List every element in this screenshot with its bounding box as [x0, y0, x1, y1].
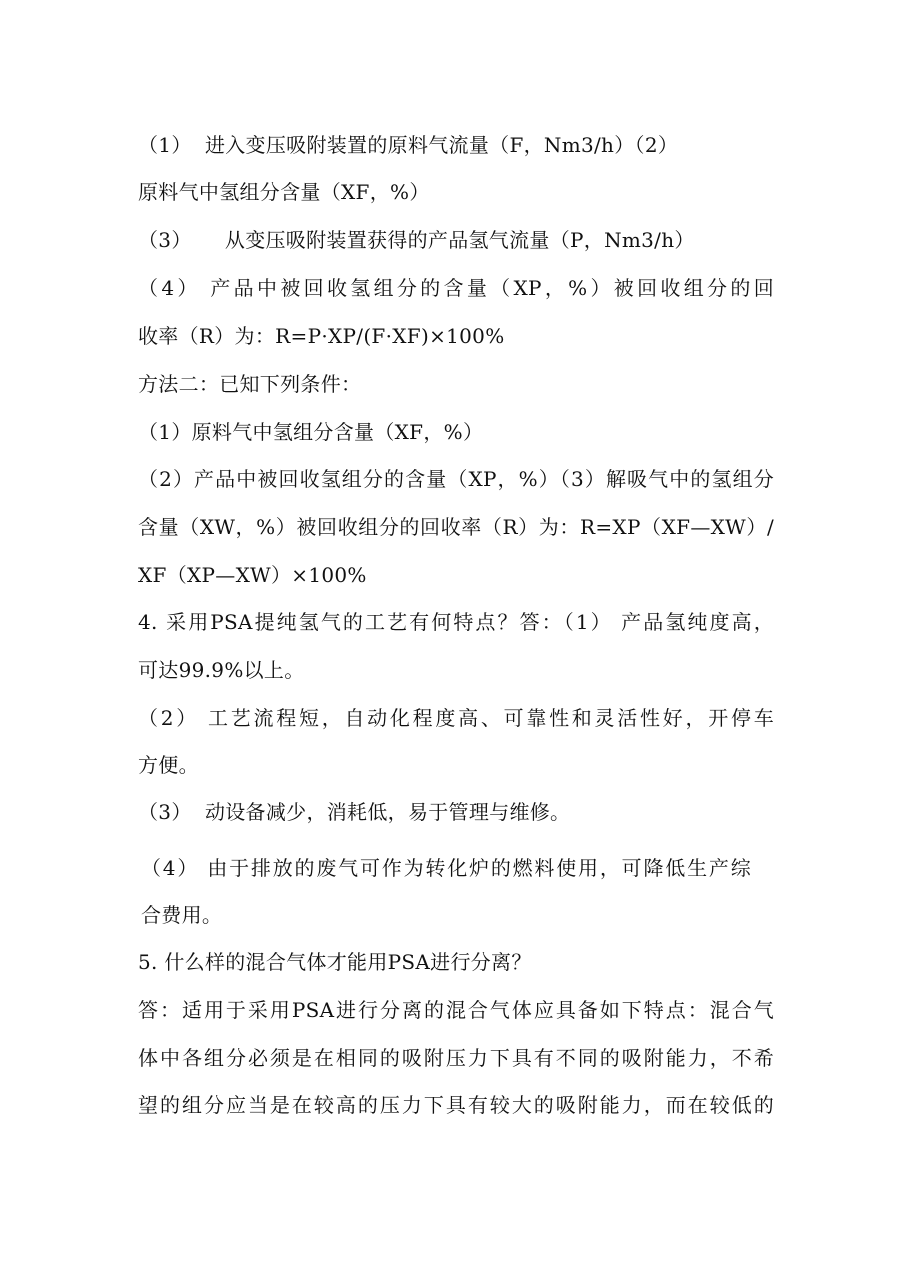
paragraph-line: （1） 进入变压吸附装置的原料气流量（F，Nm3/h）（2） — [138, 133, 679, 157]
paragraph-line: （3） 动设备减少，消耗低，易于管理与维修。 — [138, 800, 571, 824]
paragraph-line: （4） 产品中被回收氢组分的含量（XP，%）被回收组分的回 — [138, 276, 774, 300]
paragraph-line: 收率（R）为：R=P·XP/(F·XF)×100% — [138, 324, 505, 348]
paragraph-line: 望的组分应当是在较高的压力下具有较大的吸附能力，而在较低的 — [138, 1093, 774, 1117]
paragraph-line: 原料气中氢组分含量（XF，%） — [138, 180, 430, 204]
paragraph-line: （4） 由于排放的废气可作为转化炉的燃料使用，可降低生产综 — [141, 856, 751, 880]
paragraph-line: 体中各组分必须是在相同的吸附压力下具有不同的吸附能力，不希 — [138, 1046, 774, 1070]
paragraph-line: 可达99.9%以上。 — [138, 658, 305, 682]
question-heading: 5. 什么样的混合气体才能用PSA进行分离？ — [138, 950, 532, 974]
section-heading: 方法二：已知下列条件： — [138, 372, 362, 396]
paragraph-line: 答：适用于采用PSA进行分离的混合气体应具备如下特点：混合气 — [138, 998, 774, 1022]
paragraph-line: （2） 工艺流程短，自动化程度高、可靠性和灵活性好，开停车 — [138, 706, 774, 730]
paragraph-line: 方便。 — [138, 753, 199, 777]
paragraph-line: （2）产品中被回收氢组分的含量（XP，%）（3）解吸气中的氢组分 — [138, 467, 774, 491]
paragraph-line: 含量（XW，%）被回收组分的回收率（R）为：R=XP（XF—XW）/ — [138, 515, 774, 539]
question-heading: 4. 采用PSA提纯氢气的工艺有何特点？答：（1） 产品氢纯度高， — [138, 610, 774, 634]
paragraph-line: XF（XP—XW）×100% — [138, 563, 367, 587]
paragraph-line: （3） 从变压吸附装置获得的产品氢气流量（P，Nm3/h） — [138, 228, 695, 252]
paragraph-line: （1）原料气中氢组分含量（XF，%） — [138, 420, 484, 444]
paragraph-line: 合费用。 — [141, 903, 223, 927]
